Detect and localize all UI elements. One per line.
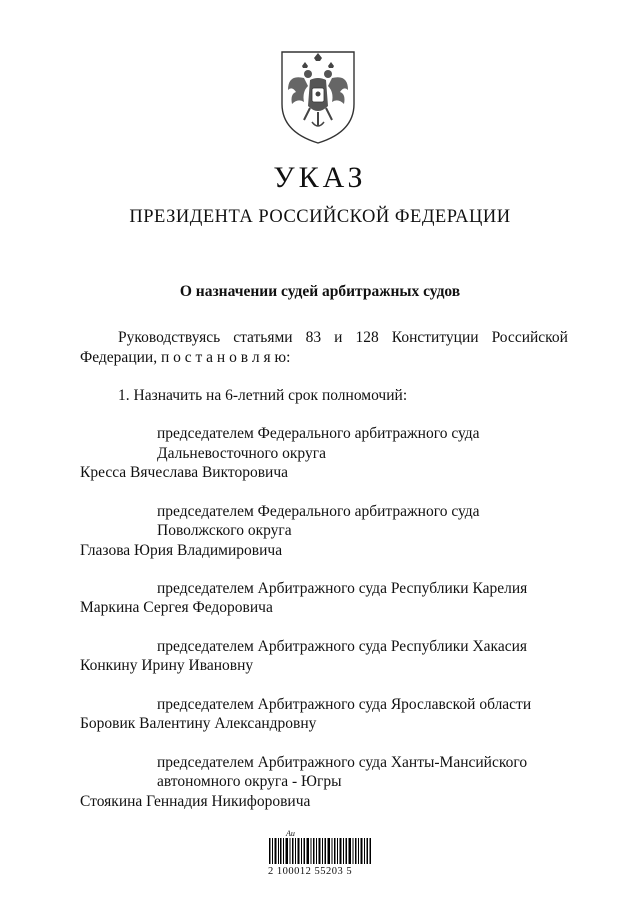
appointment-position-line: председателем Арбитражного суда Ярославской области — [157, 696, 532, 713]
appointment-position-line: автономного округа - Югры — [157, 773, 342, 790]
intro-line-1 — [118, 328, 568, 348]
intro-word: Российской — [491, 329, 568, 346]
appointee-name: Боровик Валентину Александровну — [80, 715, 317, 732]
appointee-name: Глазова Юрия Владимировича — [80, 542, 283, 559]
appointee-name: Стоякина Геннадия Никифоровича — [80, 793, 311, 810]
intro-word: статьями — [233, 329, 293, 346]
decree-heading: О назначении судей арбитражных судов — [179, 283, 461, 300]
intro-line-2: Федерации, п о с т а н о в л я ю: — [80, 349, 291, 366]
intro-word: 128 — [355, 329, 379, 346]
appointment-position-line: председателем Федерального арбитражного суда — [157, 503, 480, 520]
document-subtitle: ПРЕЗИДЕНТА РОССИЙСКОЙ ФЕДЕРАЦИИ — [129, 207, 511, 227]
intro-word: Конституции — [391, 329, 479, 346]
appointment-position-line: председателем Арбитражного суда Ханты-Мансийского — [157, 754, 528, 771]
appointment-position-line: Поволжского округа — [157, 522, 292, 539]
stamp-mark: Au — [286, 829, 295, 838]
appointee-name: Конкину Ирину Ивановну — [80, 657, 254, 674]
appointee-name: Маркина Сергея Федоровича — [80, 599, 273, 616]
barcode-number: 2 100012 55203 5 — [268, 866, 353, 877]
item-1-text: 1. Назначить на 6-летний срок полномочий: — [118, 387, 408, 404]
document-title: УКАЗ — [273, 161, 367, 194]
intro-word: Руководствуясь — [118, 329, 221, 346]
appointment-position-line: председателем Арбитражного суда Республики Хакасия — [157, 638, 528, 655]
intro-word: 83 — [305, 329, 322, 346]
coat-of-arms-icon — [274, 46, 362, 146]
appointee-name: Кресса Вячеслава Викторовича — [80, 464, 289, 481]
appointment-position-line: председателем Федерального арбитражного суда — [157, 425, 480, 442]
appointment-position-line: Дальневосточного округа — [157, 445, 326, 462]
appointment-position-line: председателем Арбитражного суда Республики Карелия — [157, 580, 528, 597]
intro-word: и — [334, 329, 343, 346]
